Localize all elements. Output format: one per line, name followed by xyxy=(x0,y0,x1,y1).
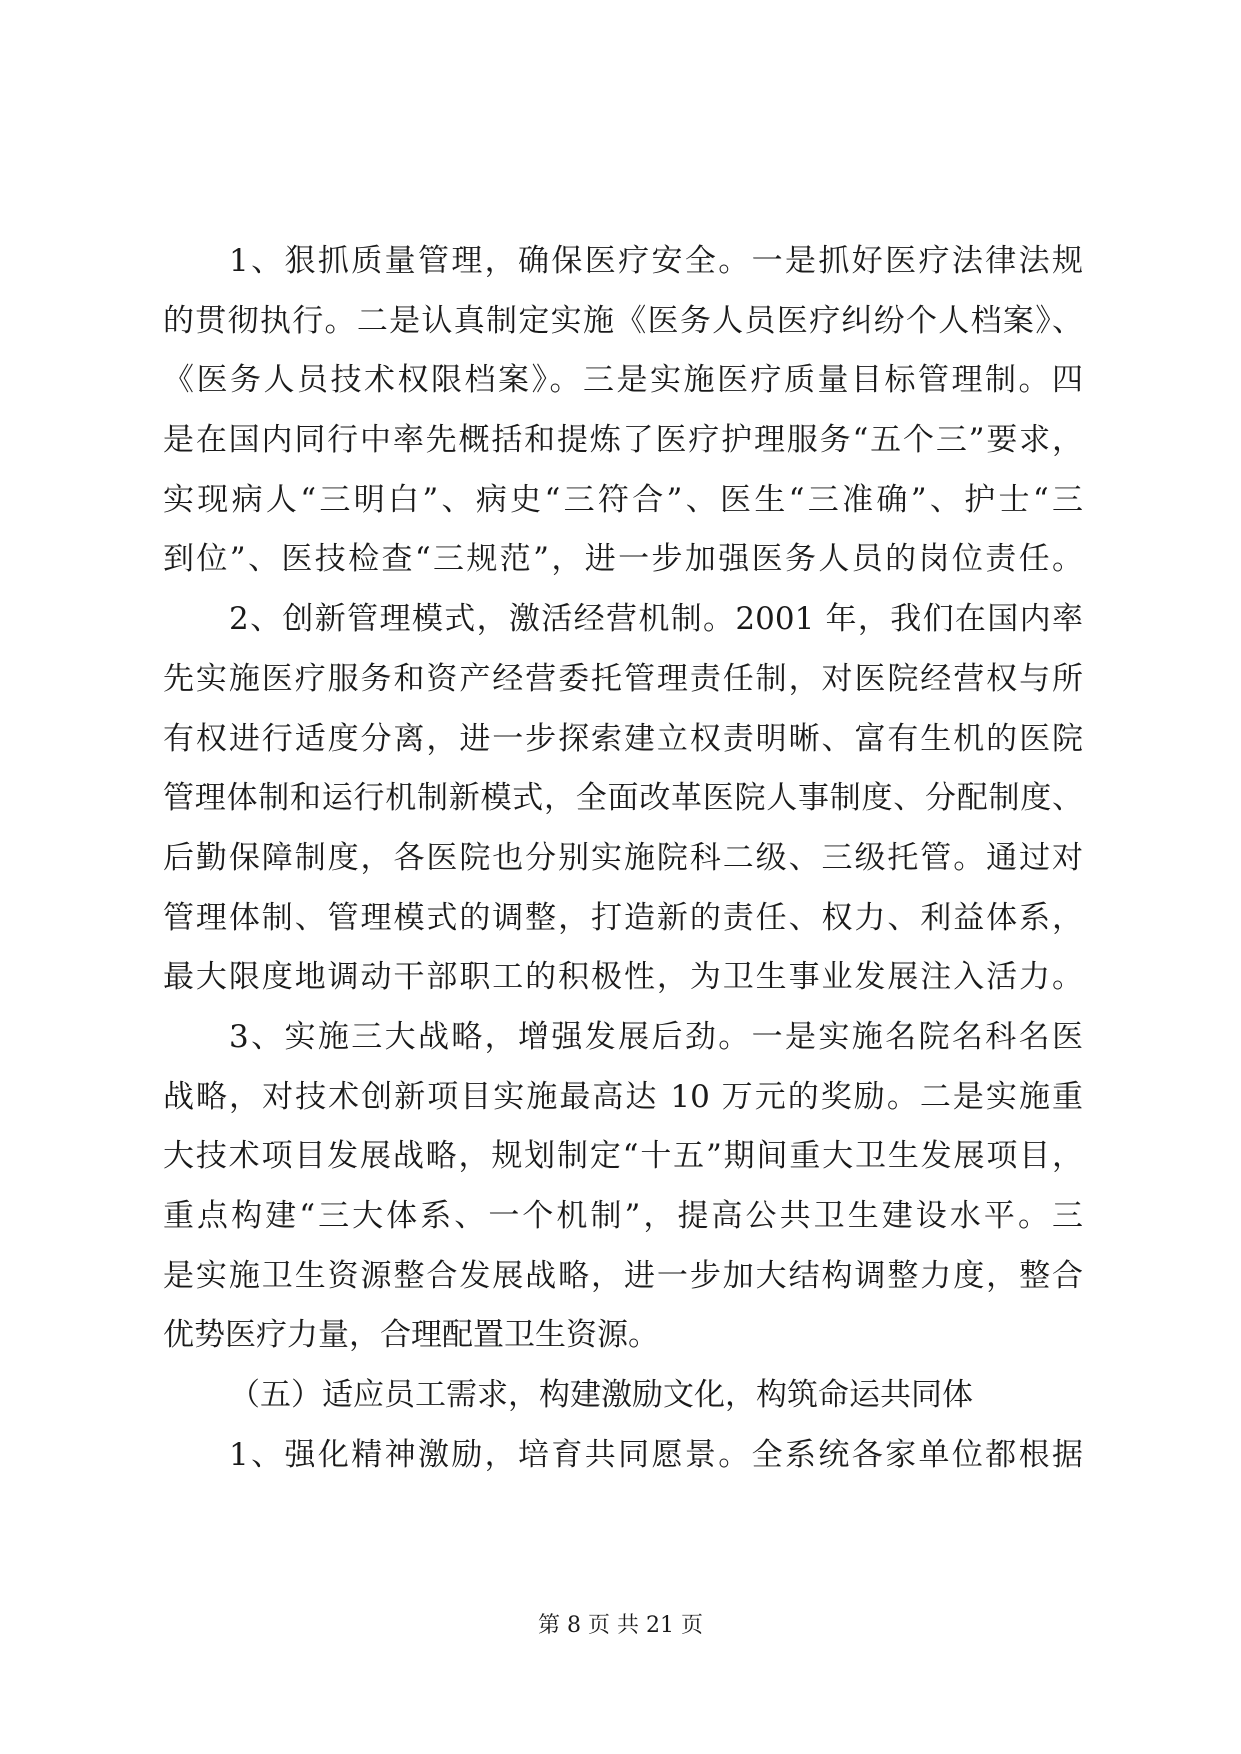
text-line: 是实施卫生资源整合发展战略，进一步加大结构调整力度，整合 xyxy=(163,1257,1083,1294)
text-line: 的贯彻执行。二是认真制定实施《医务人员医疗纠纷个人档案》、 xyxy=(163,302,1083,339)
text-line: 管理体制、管理模式的调整，打造新的责任、权力、利益体系， xyxy=(163,899,1083,936)
text-line: 有权进行适度分离，进一步探索建立权责明晰、富有生机的医院 xyxy=(163,720,1083,757)
body-text xyxy=(163,232,1083,1485)
text-line: 1、强化精神激励，培育共同愿景。全系统各家单位都根据 xyxy=(229,1436,1083,1473)
page-number-footer: 第 8 页 共 21 页 xyxy=(538,1613,703,1638)
text-line: 到位”、医技检查“三规范”，进一步加强医务人员的岗位责任。 xyxy=(163,541,1083,578)
text-line: 优势医疗力量，合理配置卫生资源。 xyxy=(163,1317,659,1354)
text-line: 重点构建“三大体系、一个机制”，提高公共卫生建设水平。三 xyxy=(163,1198,1083,1234)
text-line: 最大限度地调动干部职工的积极性，为卫生事业发展注入活力。 xyxy=(163,959,1083,996)
text-line: 2、创新管理模式，激活经营机制。2001 年，我们在国内率 xyxy=(229,601,1083,638)
text-line: 战略，对技术创新项目实施最高达 10 万元的奖励。二是实施重 xyxy=(163,1078,1083,1115)
text-line: 后勤保障制度，各医院也分别实施院科二级、三级托管。通过对 xyxy=(163,839,1083,876)
section-heading: （五）适应员工需求，构建激励文化，构筑命运共同体 xyxy=(229,1377,973,1414)
text-line: 1、狠抓质量管理，确保医疗安全。一是抓好医疗法律法规 xyxy=(229,243,1083,279)
text-line: 先实施医疗服务和资产经营委托管理责任制，对医院经营权与所 xyxy=(163,660,1083,697)
text-line: 3、实施三大战略，增强发展后劲。一是实施名院名科名医 xyxy=(229,1018,1083,1055)
text-line: 《医务人员技术权限档案》。三是实施医疗质量目标管理制。四 xyxy=(163,362,1083,399)
text-line: 大技术项目发展战略，规划制定“十五”期间重大卫生发展项目， xyxy=(163,1138,1083,1175)
text-line: 是在国内同行中率先概括和提炼了医疗护理服务“五个三”要求， xyxy=(163,422,1083,459)
text-line: 实现病人“三明白”、病史“三符合”、医生“三准确”、护士“三 xyxy=(163,481,1083,518)
text-line: 管理体制和运行机制新模式，全面改革医院人事制度、分配制度、 xyxy=(163,780,1083,817)
